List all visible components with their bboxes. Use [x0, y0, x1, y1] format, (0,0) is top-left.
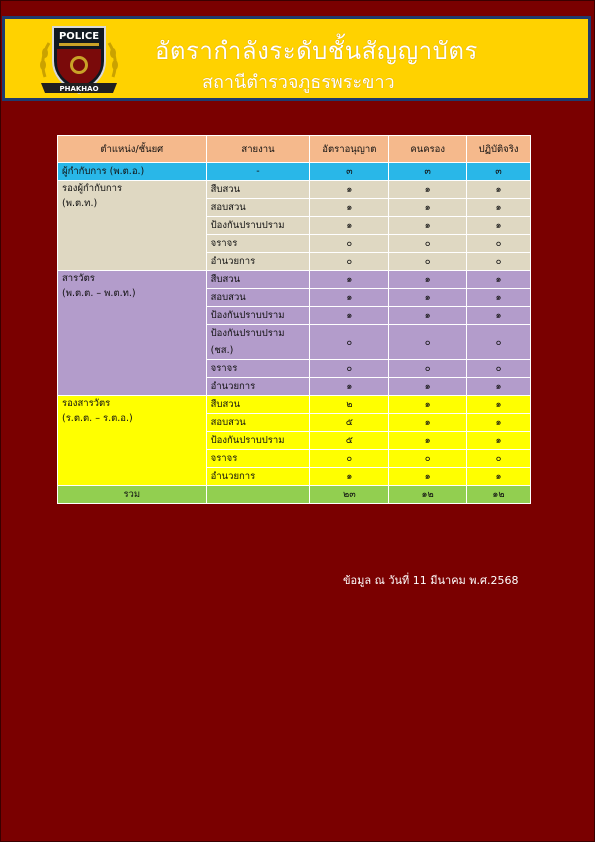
row-holding: ๑ [389, 432, 467, 450]
row-actual: ๑ [467, 271, 531, 289]
row-position-rank: (พ.ต.ต. – พ.ต.ท.) [62, 288, 136, 299]
total-actual: ๑๒ [467, 486, 531, 504]
staffing-table [57, 135, 531, 504]
row-holding: ๐ [389, 235, 467, 253]
row-allowed: ๕ [310, 414, 389, 432]
row-actual: ๑ [467, 181, 531, 199]
row-position: รองผู้กำกับการ [62, 183, 123, 194]
col-header-allowed: อัตราอนุญาต [310, 136, 389, 163]
row-allowed: ๑ [310, 217, 389, 235]
row-allowed: ๐ [310, 360, 389, 378]
row-actual: ๑ [467, 414, 531, 432]
row-holding: ๑ [389, 181, 467, 199]
total-holding: ๑๒ [389, 486, 467, 504]
row-line: ป้องกันปราบปราม [206, 432, 310, 450]
row-actual: ๐ [467, 450, 531, 468]
row-allowed: ๑ [310, 468, 389, 486]
row-line: จราจร [206, 450, 310, 468]
header-banner [2, 16, 591, 101]
row-line: สืบสวน [206, 396, 310, 414]
row-line: สืบสวน [206, 181, 310, 199]
police-logo-icon [37, 21, 121, 97]
row-line: จราจร [206, 235, 310, 253]
row-holding: ๑ [389, 199, 467, 217]
row-holding: ๑ [389, 289, 467, 307]
logo-top-text: POLICE [58, 31, 100, 42]
row-actual: ๓ [467, 163, 531, 181]
row-actual: ๐ [467, 360, 531, 378]
total-row [58, 486, 531, 504]
row-line: ป้องกันปราบปราม (ชส.) [206, 325, 310, 360]
row-line: สอบสวน [206, 199, 310, 217]
row-line: สืบสวน [206, 271, 310, 289]
row-actual: ๑ [467, 289, 531, 307]
row-position-cell [58, 396, 207, 486]
row-line: สอบสวน [206, 289, 310, 307]
col-header-position: ตำแหน่ง/ชั้นยศ [58, 136, 207, 163]
row-line: สอบสวน [206, 414, 310, 432]
row-allowed: ๑ [310, 271, 389, 289]
row-holding: ๐ [389, 360, 467, 378]
row-actual: ๐ [467, 235, 531, 253]
page-title: อัตรากำลังระดับชั้นสัญญาบัตร [155, 37, 478, 65]
col-header-actual: ปฏิบัติจริง [467, 136, 531, 163]
row-holding: ๑ [389, 271, 467, 289]
row-allowed: ๑ [310, 307, 389, 325]
row-actual: ๐ [467, 325, 531, 360]
row-allowed: ๐ [310, 253, 389, 271]
row-allowed: ๕ [310, 432, 389, 450]
row-line: อำนวยการ [206, 378, 310, 396]
row-holding: ๑ [389, 396, 467, 414]
row-allowed: ๐ [310, 450, 389, 468]
logo-bottom-text: PHAKHAO [59, 85, 99, 93]
row-holding: ๓ [389, 163, 467, 181]
row-allowed: ๑ [310, 199, 389, 217]
row-position-cell [58, 181, 207, 271]
data-date-note: ข้อมูล ณ วันที่ 11 มีนาคม พ.ศ.2568 [343, 574, 519, 587]
total-line [206, 486, 310, 504]
row-actual: ๑ [467, 307, 531, 325]
row-position: สารวัตร [62, 273, 95, 284]
row-position-rank: (พ.ต.ท.) [62, 198, 98, 209]
row-allowed: ๒ [310, 396, 389, 414]
row-allowed: ๑ [310, 378, 389, 396]
row-actual: ๐ [467, 253, 531, 271]
page-subtitle: สถานีตำรวจภูธรพระขาว [202, 72, 395, 93]
row-line: - [206, 163, 310, 181]
row-allowed: ๐ [310, 325, 389, 360]
row-holding: ๑ [389, 217, 467, 235]
row-holding: ๑ [389, 468, 467, 486]
row-holding: ๑ [389, 414, 467, 432]
row-actual: ๑ [467, 468, 531, 486]
row-allowed: ๓ [310, 163, 389, 181]
total-label: รวม [58, 486, 207, 504]
table-row [58, 396, 531, 414]
row-position-rank: (ร.ต.ต. – ร.ต.อ.) [62, 413, 133, 424]
row-allowed: ๑ [310, 181, 389, 199]
row-holding: ๐ [389, 325, 467, 360]
row-position-cell [58, 271, 207, 396]
table-header-row [58, 136, 531, 163]
row-actual: ๑ [467, 199, 531, 217]
row-position: รองสารวัตร [62, 398, 111, 409]
row-actual: ๑ [467, 378, 531, 396]
row-allowed: ๑ [310, 289, 389, 307]
row-line: จราจร [206, 360, 310, 378]
col-header-holding: คนครอง [389, 136, 467, 163]
table-row [58, 163, 531, 181]
row-line: ป้องกันปราบปราม [206, 217, 310, 235]
row-actual: ๑ [467, 396, 531, 414]
table-row [58, 181, 531, 199]
row-line: อำนวยการ [206, 253, 310, 271]
row-holding: ๑ [389, 378, 467, 396]
row-holding: ๑ [389, 307, 467, 325]
table-row [58, 271, 531, 289]
col-header-line: สายงาน [206, 136, 310, 163]
row-holding: ๐ [389, 450, 467, 468]
row-position: ผู้กำกับการ (พ.ต.อ.) [58, 163, 207, 181]
row-actual: ๑ [467, 432, 531, 450]
total-allowed: ๒๓ [310, 486, 389, 504]
row-actual: ๑ [467, 217, 531, 235]
row-allowed: ๐ [310, 235, 389, 253]
row-line: อำนวยการ [206, 468, 310, 486]
row-line: ป้องกันปราบปราม [206, 307, 310, 325]
row-holding: ๐ [389, 253, 467, 271]
